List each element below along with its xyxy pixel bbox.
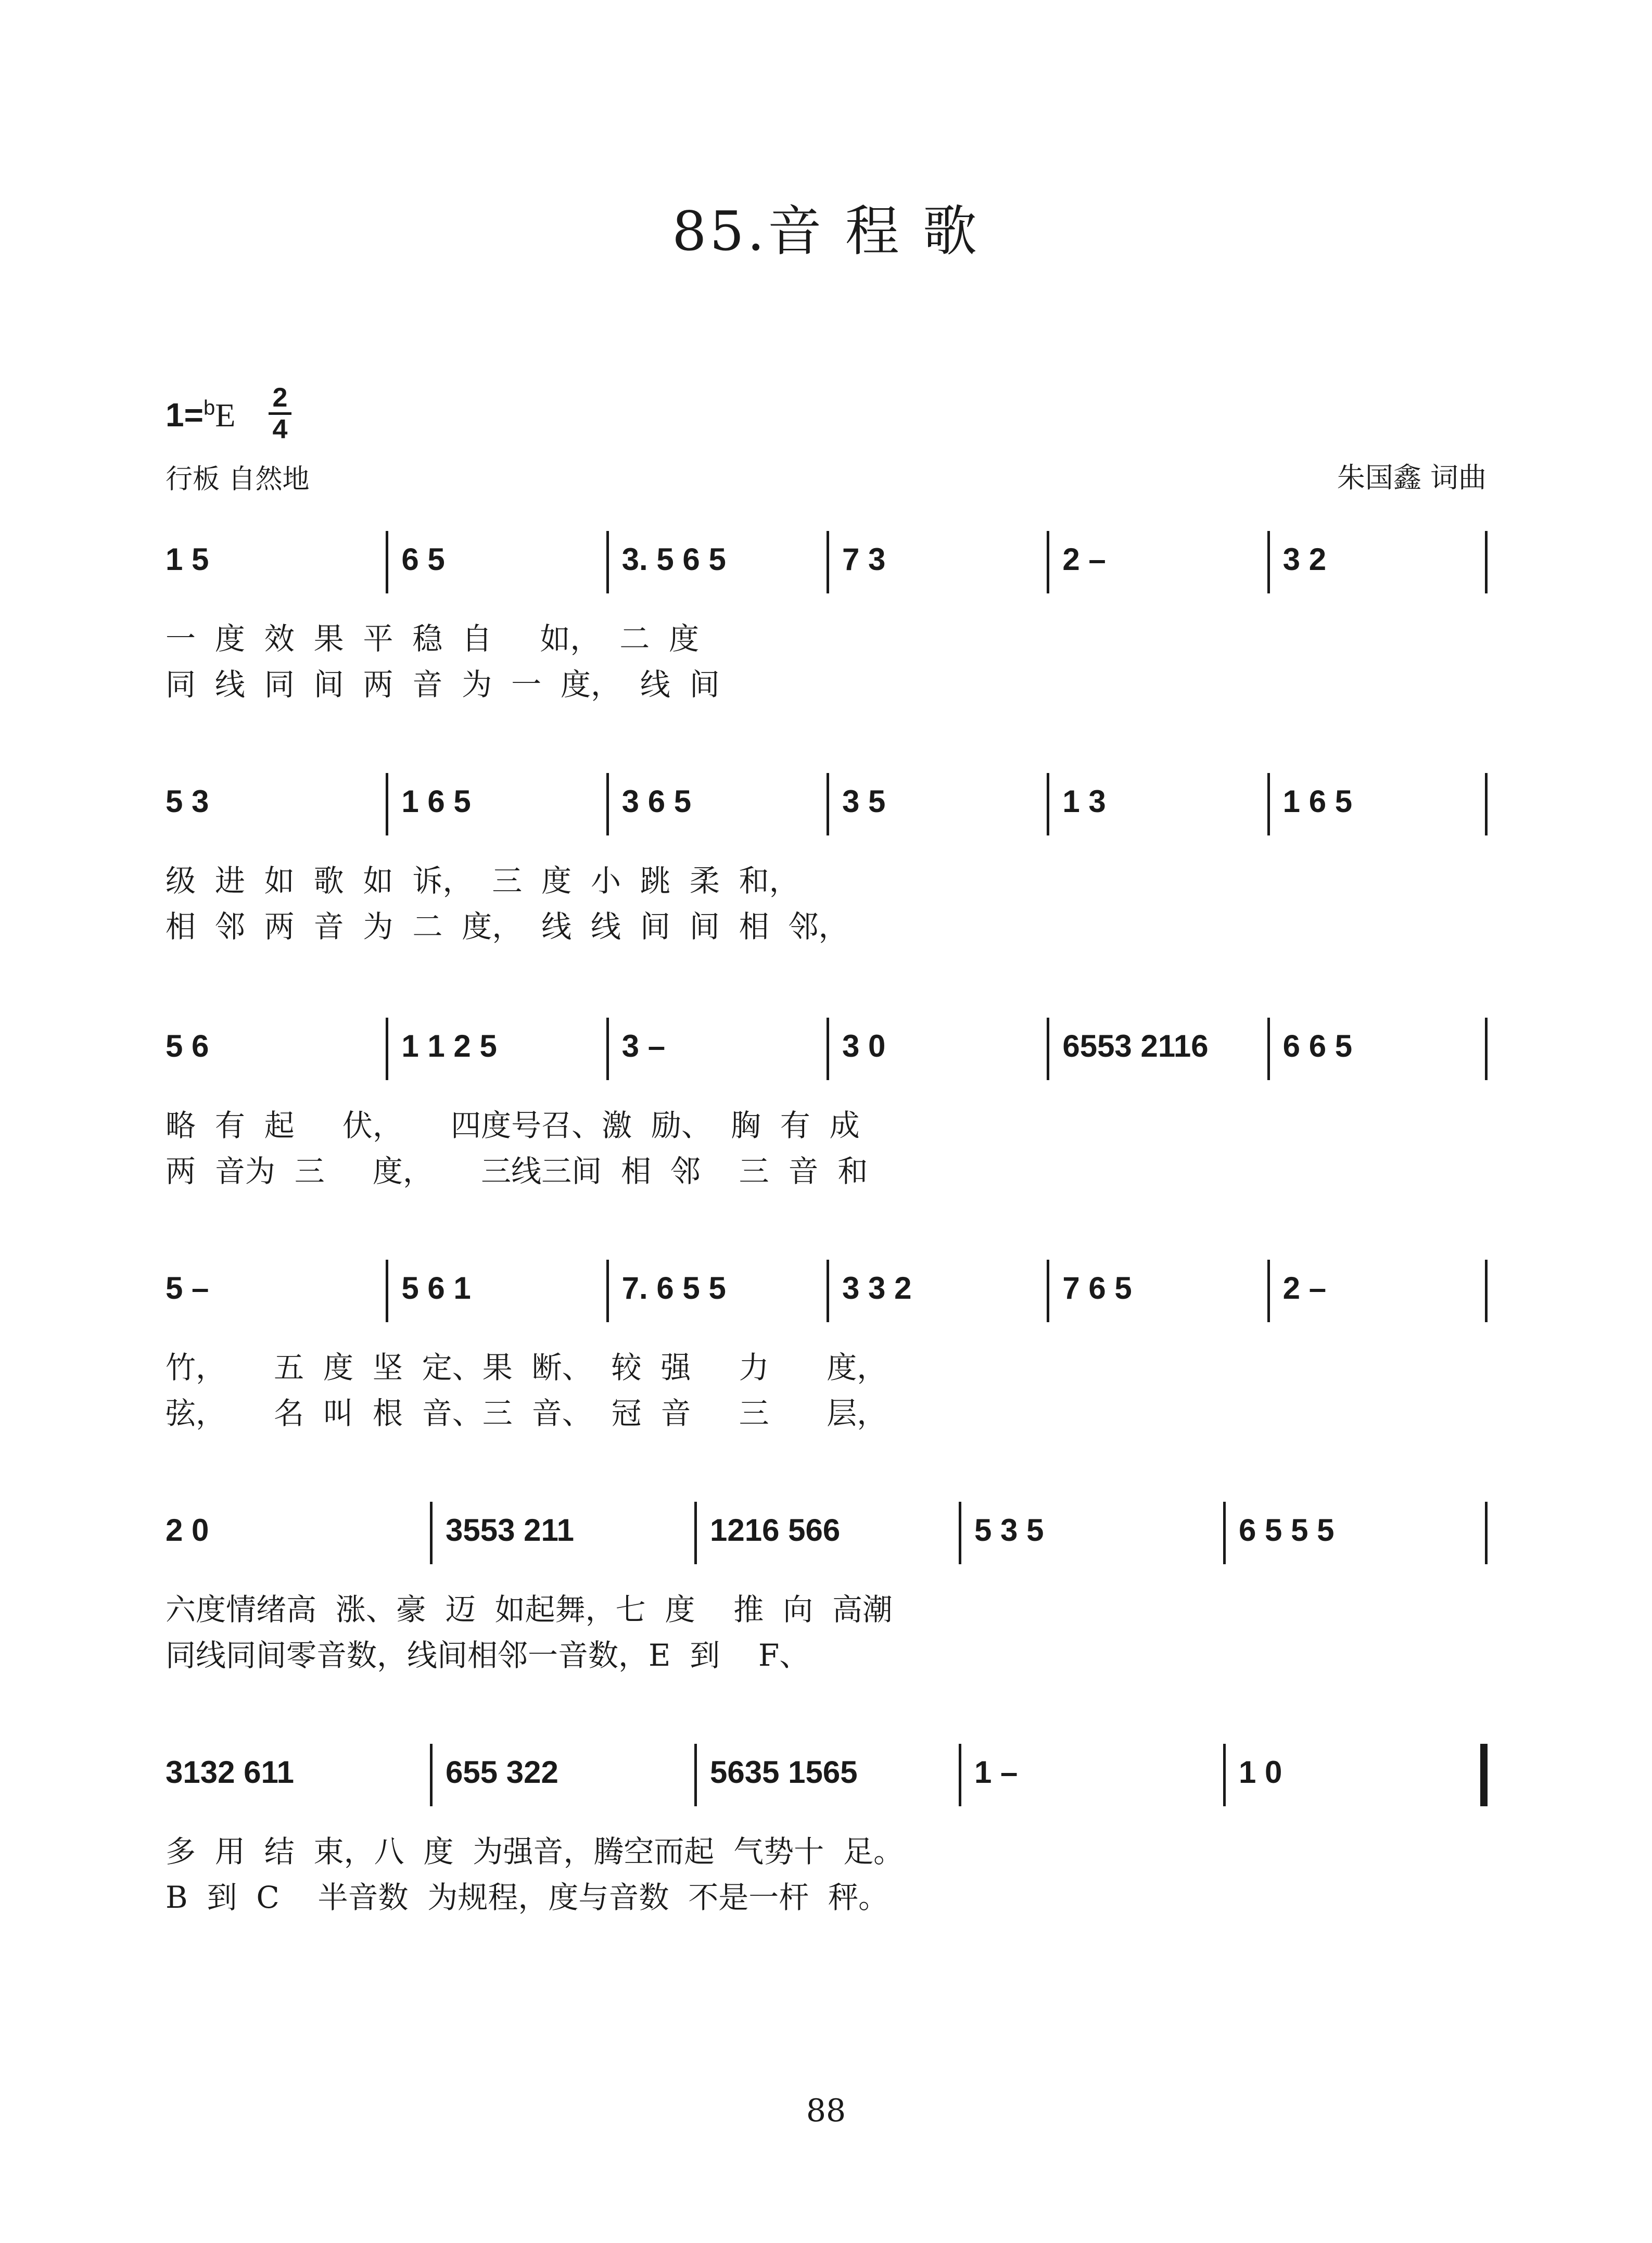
page-number: 88 (806, 2093, 846, 2129)
barline (386, 531, 388, 593)
measure: 655 322 (446, 1755, 558, 1790)
notation-line (166, 1733, 1488, 1811)
measure: 6 5 5 5 (1239, 1513, 1335, 1548)
measure: 2 – (1062, 542, 1106, 577)
barline (1223, 1744, 1226, 1806)
barline (1047, 773, 1049, 835)
measure: 1 3 (1062, 784, 1106, 819)
measure: 3553 211 (446, 1513, 574, 1548)
barline (606, 773, 609, 835)
notation-line (166, 1249, 1488, 1327)
barline (959, 1502, 961, 1564)
measure: 1 6 5 (401, 784, 471, 819)
barline (827, 531, 829, 593)
barline (386, 1018, 388, 1080)
measure: 7 6 5 (1062, 1271, 1132, 1306)
barline (1485, 1018, 1488, 1080)
lyrics-verse-1: 多 用 结 束，八 度 为强音，腾空而起 气势十 足。 (166, 1834, 904, 1869)
measure: 3 3 2 (842, 1271, 912, 1306)
barline (606, 531, 609, 593)
measure: 6553 2116 (1062, 1029, 1209, 1063)
measure: 3 2 (1282, 542, 1327, 577)
barline (1485, 531, 1488, 593)
lyrics-verse-2: 两 音为 三 度， 三线三间 相 邻 三 音 和 (166, 1154, 868, 1189)
key-signature (166, 396, 235, 435)
barline (1267, 531, 1270, 593)
measure: 5 6 1 (401, 1271, 471, 1306)
barline (827, 773, 829, 835)
key-note: E (215, 397, 236, 434)
measure: 5 3 5 (974, 1513, 1044, 1548)
measure: 7 3 (842, 542, 886, 577)
notation-line (166, 1007, 1488, 1085)
measure: 1 0 (1239, 1755, 1282, 1790)
barline (1047, 1260, 1049, 1322)
measure: 5635 1565 (710, 1755, 858, 1790)
measure: 3. 5 6 5 (621, 542, 726, 577)
barline (1047, 531, 1049, 593)
key-prefix: 1= (166, 396, 204, 434)
time-bottom: 4 (272, 414, 288, 445)
time-top: 2 (272, 383, 288, 413)
measure: 3132 611 (166, 1755, 294, 1790)
barline (606, 1260, 609, 1322)
lyrics-verse-2: 弦， 名 叫 根 音、三 音、 冠 音 三 层， (166, 1396, 887, 1431)
final-barline (1480, 1744, 1488, 1806)
lyrics-verse-2: 同线同间零音数，线间相邻一音数，E 到 F、 (166, 1638, 810, 1673)
time-signature (269, 384, 291, 443)
lyrics-verse-1: 六度情绪高 涨、豪 迈 如起舞，七 度 推 向 高潮 (166, 1592, 893, 1627)
measure: 3 5 (842, 784, 886, 819)
barline (694, 1502, 697, 1564)
barline (606, 1018, 609, 1080)
notation-line (166, 1491, 1488, 1569)
barline (386, 1260, 388, 1322)
barline (1485, 773, 1488, 835)
measure: 3 6 5 (621, 784, 692, 819)
measure: 2 – (1282, 1271, 1327, 1306)
barline (1267, 1260, 1270, 1322)
barline (827, 1260, 829, 1322)
barline (959, 1744, 961, 1806)
flat-sign: b (203, 396, 215, 420)
measure: 5 – (166, 1271, 209, 1306)
measure: 1 5 (166, 542, 209, 577)
barline (430, 1744, 433, 1806)
notation-line (166, 521, 1488, 599)
song-title: 85.音 程 歌 (672, 199, 980, 263)
barline (1267, 1018, 1270, 1080)
lyrics-verse-2: 同 线 同 间 两 音 为 一 度， 线 间 (166, 667, 720, 702)
measure: 6 6 5 (1282, 1029, 1353, 1063)
measure: 7. 6 5 5 (621, 1271, 726, 1306)
measure: 2 0 (166, 1513, 209, 1548)
barline (1485, 1260, 1488, 1322)
measure: 5 6 (166, 1029, 209, 1063)
tempo-marking: 行板 自然地 (166, 464, 310, 495)
barline (386, 773, 388, 835)
composer-credit: 朱国鑫 词曲 (1337, 461, 1486, 494)
lyrics-verse-2: 相 邻 两 音 为 二 度， 线 线 间 间 相 邻， (166, 909, 849, 944)
barline (1267, 773, 1270, 835)
lyrics-verse-1: 竹， 五 度 坚 定、果 断、 较 强 力 度， (166, 1350, 887, 1385)
measure: 1 1 2 5 (401, 1029, 497, 1063)
measure: 1 – (974, 1755, 1018, 1790)
lyrics-verse-2: B 到 C 半音数 为规程，度与音数 不是一杆 秤。 (166, 1880, 889, 1915)
measure: 3 0 (842, 1029, 886, 1063)
barline (827, 1018, 829, 1080)
measure: 3 – (621, 1029, 666, 1063)
barline (1223, 1502, 1226, 1564)
measure: 1 6 5 (1282, 784, 1353, 819)
barline (430, 1502, 433, 1564)
notation-line (166, 763, 1488, 841)
barline (694, 1744, 697, 1806)
measure: 5 3 (166, 784, 209, 819)
measure: 1216 566 (710, 1513, 841, 1548)
lyrics-verse-1: 级 进 如 歌 如 诉， 三 度 小 跳 柔 和， (166, 863, 799, 898)
barline (1485, 1502, 1488, 1564)
barline (1047, 1018, 1049, 1080)
measure: 6 5 (401, 542, 445, 577)
lyrics-verse-1: 略 有 起 伏， 四度号召、激 励、 胸 有 成 (166, 1108, 860, 1143)
lyrics-verse-1: 一 度 效 果 平 稳 自 如， 二 度 (166, 621, 700, 656)
